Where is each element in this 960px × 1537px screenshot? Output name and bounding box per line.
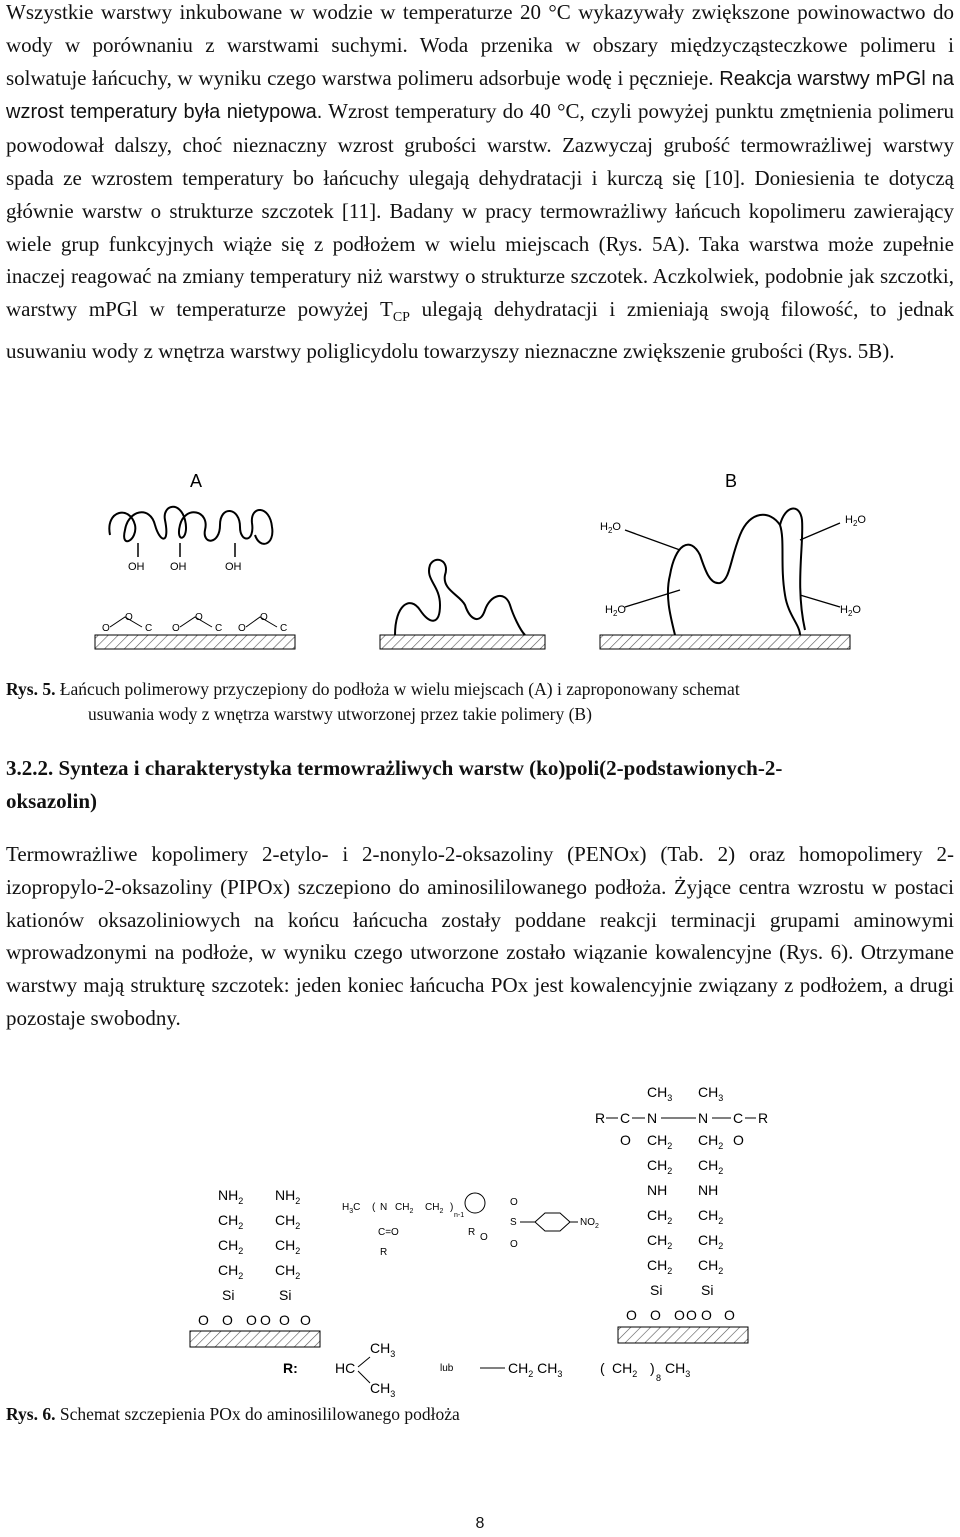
svg-text:CH2: $CH_2$ (275, 1237, 301, 1256)
section-title-2: oksazolin) (6, 789, 98, 813)
swollen-chain-b (668, 515, 800, 635)
panel-b-label: B (725, 471, 738, 491)
svg-text:CH2: $CH_2$ (698, 1207, 724, 1226)
svg-text:Si: Si (222, 1287, 235, 1303)
svg-text:C: C (620, 1110, 631, 1126)
svg-text:Si: Si (279, 1287, 292, 1303)
svg-text:H2O: $H_2O$ (845, 514, 866, 528)
svg-text:O: O (300, 1312, 311, 1328)
benzene-ring (535, 1213, 570, 1231)
svg-text:CH3: $CH_3$ (698, 1084, 724, 1103)
svg-text:): ) (450, 1202, 454, 1213)
svg-text:CH2: $CH_2$ (698, 1157, 724, 1176)
svg-text:N: N (647, 1110, 658, 1126)
svg-text:O: O (686, 1307, 697, 1323)
figure-5 (80, 465, 880, 665)
svg-text:O: O (510, 1239, 518, 1250)
svg-text:CH2: $CH_2$ (647, 1157, 673, 1176)
svg-text:CH2: $CH_2$ (218, 1237, 244, 1256)
r-definitions (283, 1340, 690, 1399)
svg-text:CH2: $CH_2$ (275, 1212, 301, 1231)
oxazoline-ring (465, 1193, 485, 1213)
svg-text:O: O (246, 1312, 257, 1328)
svg-text:CH2: $CH_2$ (647, 1132, 673, 1151)
svg-text:CH2: $CH_2$ (698, 1232, 724, 1251)
figure-6-scheme (150, 1075, 810, 1405)
panel-a-label: A (190, 471, 203, 491)
highlighted-sentence: Reakcja warstwy mPGl na wzrost temperatury była nietypowa. (6, 67, 954, 124)
svg-text:NH: NH (698, 1182, 719, 1198)
svg-text:CH2: $CH_2$ (647, 1207, 673, 1226)
figure-5-caption: Rys. 5. Łańcuch polimerowy przyczepiony do podłoża w wielu miejscach (A) i zaproponowany schemat usuwania wody z wnętrza warstwy utworzonej przez takie polimery (B) (6, 679, 740, 724)
svg-text:CH2: $CH_2$ (698, 1257, 724, 1276)
svg-text:O: O (733, 1132, 744, 1148)
svg-text:R: R (758, 1110, 769, 1126)
living-polymer (342, 1193, 599, 1258)
oh-label-1: OH (128, 561, 145, 573)
svg-text:CH2: $CH_2$ (425, 1202, 444, 1215)
svg-text:O: O (620, 1132, 631, 1148)
svg-text:O: O (480, 1232, 488, 1243)
svg-text:n-1: n-1 (454, 1212, 465, 1219)
svg-text:C: C (280, 623, 288, 634)
svg-text:O: O (238, 623, 246, 634)
svg-text:O: O (222, 1312, 233, 1328)
substrate-left (190, 1331, 320, 1347)
svg-text:H2O: $H_2O$ (600, 521, 621, 535)
grafted-chain-2 (686, 1084, 768, 1323)
svg-text:O: O (650, 1307, 661, 1323)
subscript-cp: CP (392, 310, 410, 326)
svg-text:O: O (172, 623, 180, 634)
svg-text:N: N (698, 1110, 709, 1126)
svg-text:S: S (510, 1217, 517, 1228)
svg-text:O: O (125, 612, 133, 623)
oh-label-3: OH (225, 561, 242, 573)
svg-text:CH3: $CH_3$ (647, 1084, 673, 1103)
aminosilane-chain-1 (198, 1187, 257, 1328)
svg-text:C: C (215, 623, 223, 634)
svg-text:CH2: $CH_2$ (218, 1262, 244, 1281)
svg-text:R: R (468, 1227, 476, 1238)
svg-text:CH2: $CH_2$ (218, 1212, 244, 1231)
svg-text:C: C (145, 623, 153, 634)
svg-text:Si: Si (650, 1282, 663, 1298)
svg-text:CH2: $CH_2$ (275, 1262, 301, 1281)
section-number: 3.2.2. (6, 756, 54, 780)
page-number: 8 (475, 1515, 485, 1532)
svg-text:lub: lub (440, 1363, 454, 1374)
caption-label: Rys. 5. (6, 679, 56, 699)
svg-text:O: O (626, 1307, 637, 1323)
svg-text:R: R (380, 1247, 388, 1258)
section-title-1: Synteza i charakterystyka termowrażliwych warstw (ko)poli(2-podstawionych-2- (58, 756, 783, 780)
ester-groups (102, 612, 287, 634)
svg-text:R:: R: (283, 1360, 298, 1376)
svg-text:C: C (733, 1110, 744, 1126)
svg-text:CH3: $CH_3$ (370, 1380, 396, 1399)
substrate-a (95, 635, 295, 649)
grafted-chain-1 (595, 1084, 685, 1323)
svg-text:NH: NH (647, 1182, 668, 1198)
svg-text:O: O (195, 612, 203, 623)
svg-text:NH2: $NH_2$ (275, 1187, 301, 1206)
svg-text:CH2: $CH_2$ (698, 1132, 724, 1151)
svg-text:CH3: $CH_3$ (665, 1360, 691, 1379)
svg-text:HC: HC (335, 1360, 356, 1376)
svg-text:CH2: $CH_2$ (647, 1257, 673, 1276)
section-heading (6, 752, 956, 818)
figure-6 (150, 1075, 810, 1405)
svg-text:NH2: $NH_2$ (218, 1187, 244, 1206)
svg-text:8: 8 (656, 1373, 662, 1383)
free-polymer-chain (109, 507, 272, 544)
figure-6-caption: Rys. 6. Schemat szczepienia POx do aminosililowanego podłoża (6, 1404, 460, 1424)
water-arrows (625, 523, 840, 607)
svg-text:O: O (102, 623, 110, 634)
figure-5-diagram (80, 465, 880, 665)
svg-text:R: R (595, 1110, 606, 1126)
svg-text:Si: Si (701, 1282, 714, 1298)
svg-text:O: O (674, 1307, 685, 1323)
paragraph-grafting: Termowrażliwe kopolimery 2-etylo- i 2-nonylo-2-oksazoliny (PENOx) (Tab. 2) oraz homopolimery 2-izopropylo-2-oksazoliny (PIPOx) szczepiono do aminosililowanego podłoża. Żyjące centra wzrostu w postaci kationów oksazoliniowych na końcu łańcucha zostały poddane reakcji terminacji grupami aminowymi wprowadzonymi na podłoże, w wyniku czego utworzone zostało wiązanie kowalencyjne (Rys. 6). Otrzymane warstwy mają strukturę szczotek: jeden koniec łańcucha POx jest kowalencyjnie związany z podłożem, a drugi pozostaje swobodny. (6, 842, 954, 1030)
svg-text:O: O (198, 1312, 209, 1328)
oh-label-2: OH (170, 561, 187, 573)
svg-text:CH2: $CH_2$ (395, 1202, 414, 1215)
svg-text:C=O: C=O (378, 1227, 399, 1238)
attached-polymer-chain (395, 560, 525, 635)
aminosilane-chain-2 (260, 1187, 311, 1328)
substrate-right (618, 1327, 748, 1343)
svg-text:O: O (260, 612, 268, 623)
svg-text:O: O (724, 1307, 735, 1323)
svg-text:CH2: $CH_2$ (647, 1232, 673, 1251)
svg-text:H3C: $H_3C$ (342, 1202, 361, 1215)
substrate-b (600, 635, 850, 649)
substrate-middle (380, 635, 545, 649)
svg-text:CH3: $CH_3$ (370, 1340, 396, 1359)
svg-text:O: O (701, 1307, 712, 1323)
svg-text:CH2: $CH_2$ (612, 1360, 638, 1379)
svg-text:O: O (260, 1312, 271, 1328)
svg-text:O: O (279, 1312, 290, 1328)
paragraph-thermal-response: Wszystkie warstwy inkubowane w wodzie w temperaturze 20 °C wykazywały zwiększone powinowactwo do wody w porównaniu z warstwami suchymi. Woda przenika w obszary międzycząsteczkowe polimeru i solwatuje łańcuchy, w wyniku czego warstwa polimeru adsorbuje wodę i pęcznieje. Reakcja warstwy mPGl na wzrost temperatury była nietypowa. Wzrost temperatury do 40 °C, czyli powyżej punktu zmętnienia polimeru powodował dalszy, choć nieznaczny wzrost grubości warstw. Zazwyczaj grubość termowrażliwej warstwy spada ze wzrostem temperatury bo łańcuchy ulegają dehydratacji i kurczą się [10]. Doniesienia te dotyczą głównie warstw o strukturze szczotek [11]. Badany w pracy termowrażliwy łańcuch kopolimeru zawierający wiele grup funkcyjnych wiąże się z podłożem w wielu miejscach (Rys. 5A). Taka warstwa może zupełnie inaczej reagować na zmiany temperatury niż warstwy o strukturze szczotek. Aczkolwiek, podobnie jak szczotki, warstwy mPGl w temperaturze powyżej $T_{CP}$ ulegają dehydratacji i zmieniają swoją filowość, to jednak usuwaniu wody z wnętrza warstwy poliglicydolu towarzyszy nieznaczne zwiększenie grubości (Rys. 5B). (6, 0, 954, 364)
svg-text:N: N (380, 1202, 388, 1213)
svg-text:(: ( (372, 1202, 376, 1213)
svg-text:O: O (510, 1197, 518, 1208)
svg-text:NO2: $NO_2$ (580, 1217, 599, 1230)
svg-text:H2O: $H_2O$ (605, 604, 626, 618)
svg-text:H2O: $H_2O$ (840, 604, 861, 618)
svg-text:): ) (650, 1360, 655, 1376)
caption-label: Rys. 6. (6, 1404, 56, 1424)
svg-text:CH2 CH3: $CH_2$ $CH_3$ (508, 1360, 563, 1379)
svg-text:(: ( (600, 1360, 605, 1376)
